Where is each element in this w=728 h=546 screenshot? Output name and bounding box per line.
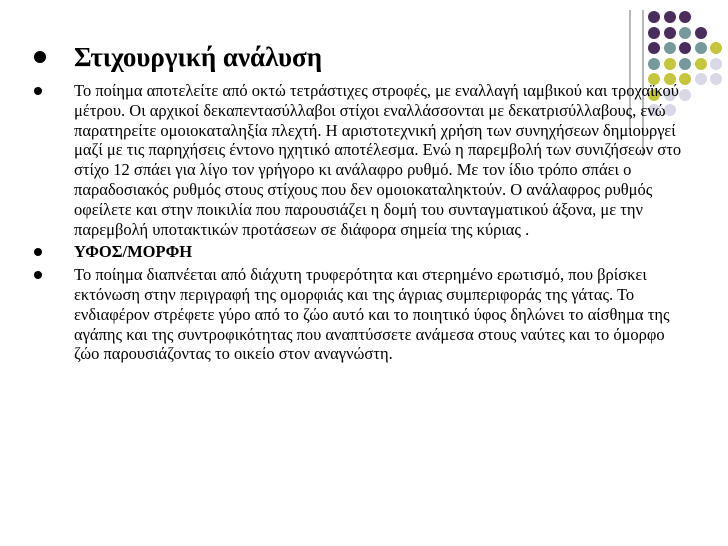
decor-dot [679,27,691,39]
decor-dot [695,42,707,54]
decor-dot [710,42,722,54]
decor-dot [648,27,660,39]
decor-dot [679,11,691,23]
decor-dot [710,73,722,85]
decor-dot [695,73,707,85]
bullet-icon [34,248,42,256]
paragraph-text: Το ποίημα διαπνέεται από διάχυτη τρυφερότητα και στερημένο ερωτισμό, που βρίσκει εκτόνωση στην περιγραφή της ομορφιάς και της άγριας συμπεριφοράς της γάτας. Το ενδιαφέρον στρέφετε γύρο από το ζώο αυτό και το ποιητικό ύφος δηλώνει το αίσθημα της αγάπης και της συντροφικότητας που αναπτύσσετε ανάμεσα στους ναύτες και το όμορφο ζώο παρουσιάζοντας το οικείο στον αναγνώστη. [74,265,670,364]
bullet-icon [34,271,42,279]
paragraph-style [34,265,684,364]
slide-title [34,40,684,74]
bullet-icon [34,51,46,63]
decor-dot [695,58,707,70]
slide-title-text: Στιχουργική ανάλυση [74,42,323,72]
paragraph-versification [34,81,684,239]
section-heading-style [34,242,684,262]
section-heading-text: ΥΦΟΣ/ΜΟΡΦΗ [74,242,193,262]
decor-dot [664,11,676,23]
paragraph-text: Το ποίημα αποτελείτε από οκτώ τετράστιχες στροφές, με εναλλαγή ιαμβικού και τροχαϊκού μέτρου. Οι αρχικοί δεκαπεντασύλλαβοι στίχοι εναλλάσσονται με δεκατρισύλλαβους, ενώ παρατηρείτε ομοιοκαταληξία πλεχτή. Η αριστοτεχνική χρήση των συνηχήσεων δημιουργεί μαζί με τις παρηχήσεις έντονο ηχητικό αποτέλεσμα. Ενώ η παρεμβολή των συνιζήσεων στο στίχο 12 σπάει για λίγο τον γρήγορο κι ανάλαφρο ρυθμό. Με τον ίδιο τρόπο σπάει ο παραδοσιακός ρυθμός στους στίχους που δεν ομοιοκαταληκτούν. Ο ανάλαφρος ρυθμός οφείλετε και στην ποικιλία που παρουσιάζει η δομή του συνταγματικού άξονα, με την παρεμβολή υποτακτικών προτάσεων σε διάφορα σημεία της κύριας . [74,81,682,239]
slide-content [34,40,684,367]
decor-dot [695,27,707,39]
bullet-icon [34,87,42,95]
decor-dot [710,58,722,70]
decor-dot [648,11,660,23]
decor-dot [664,27,676,39]
